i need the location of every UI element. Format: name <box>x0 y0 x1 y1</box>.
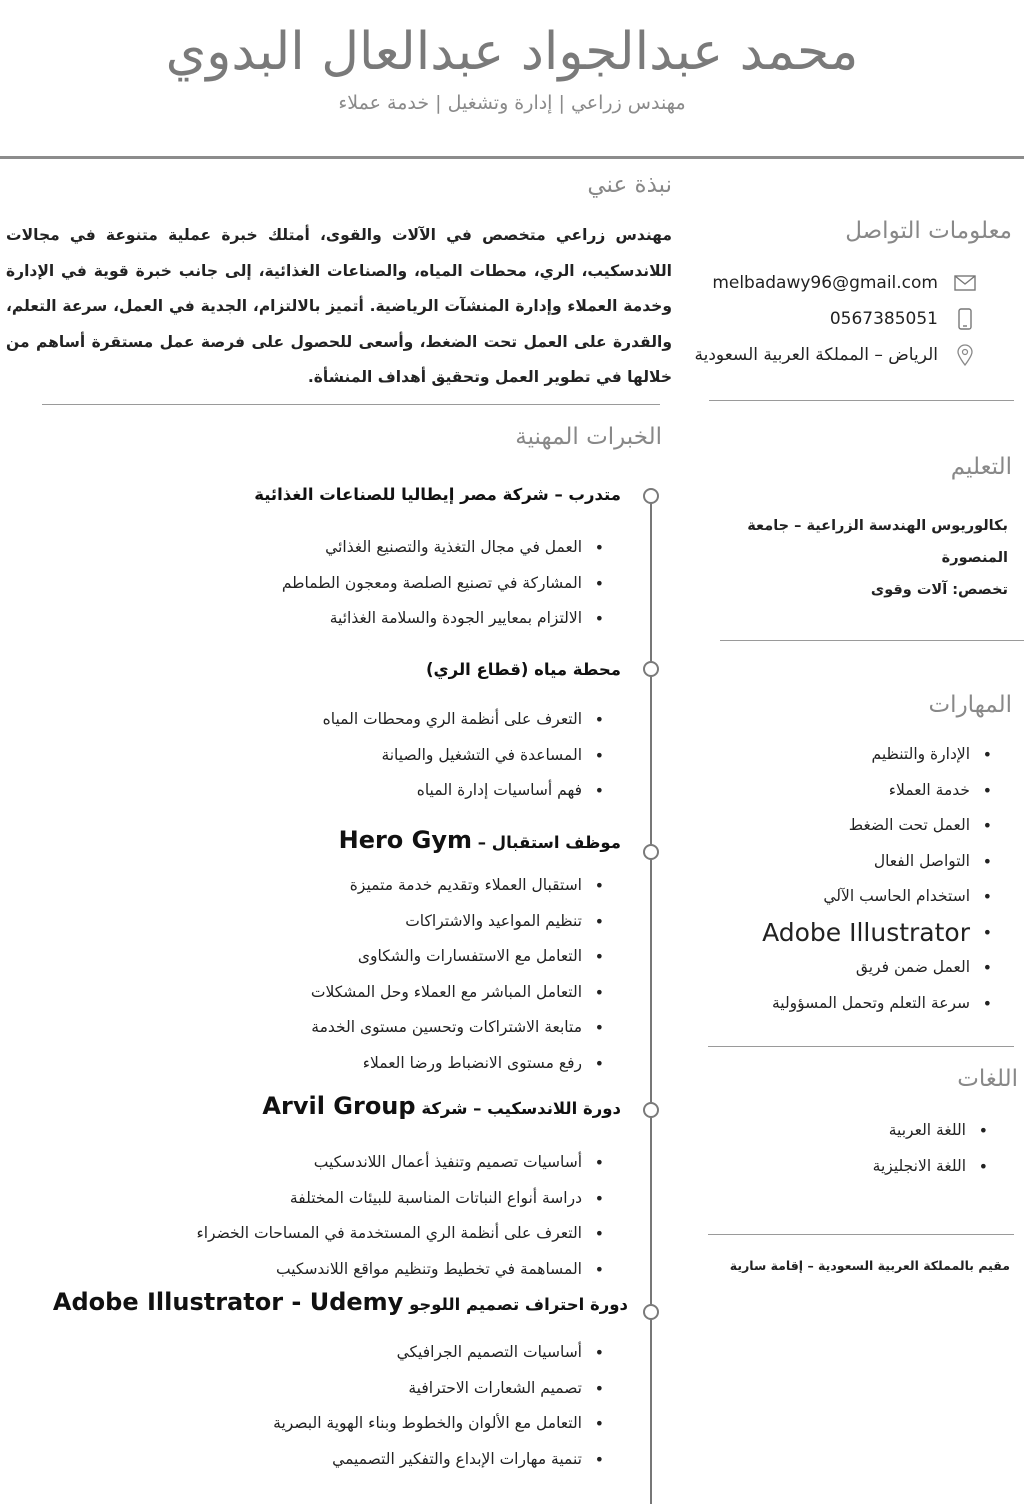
contact-title: معلومات التواصل <box>845 218 1012 244</box>
education-degree: بكالوريوس الهندسة الزراعية – جامعة المنصورة <box>747 518 1008 566</box>
residence-note: مقيم بالمملكة العربية السعودية – إقامة سارية <box>729 1258 1010 1273</box>
skill-item: • سرعة التعلم وتحمل المسؤولية <box>762 986 992 1022</box>
job-bullet: • أساسيات تصميم وتنفيذ أعمال اللاندسكيب <box>196 1145 604 1181</box>
job-title: موظف استقبال – Hero Gym <box>338 826 621 854</box>
job-bullet: • المساهمة في تخطيط وتنظيم مواقع اللاندسكيب <box>196 1252 604 1288</box>
job-bullet: • تصميم الشعارات الاحترافية <box>273 1371 604 1407</box>
contact-phone[interactable]: 0567385051 <box>829 309 938 329</box>
timeline-marker <box>643 488 659 504</box>
job-bullet: • متابعة الاشتراكات وتحسين مستوى الخدمة <box>311 1010 604 1046</box>
skill-item: • خدمة العملاء <box>762 773 992 809</box>
job-bullet: • تنظيم المواعيد والاشتراكات <box>311 904 604 940</box>
job-title: دورة اللاندسكيب – شركة Arvil Group <box>262 1092 621 1120</box>
job-bullets <box>282 530 604 637</box>
contact-location: الرياض – المملكة العربية السعودية <box>694 345 938 365</box>
job-bullets <box>196 1145 604 1287</box>
timeline-line <box>650 496 652 1504</box>
job-bullet: • رفع مستوى الانضباط ورضا العملاء <box>311 1046 604 1082</box>
experience-title: الخبرات المهنية <box>515 424 662 450</box>
job-title-en: Adobe Illustrator - Udemy <box>52 1288 404 1316</box>
languages-divider <box>708 1234 1014 1235</box>
skill-item: • الإدارة والتنظيم <box>762 737 992 773</box>
contact-location-row <box>695 344 976 366</box>
skill-item: • العمل ضمن فريق <box>762 950 992 986</box>
job-bullet: • التعامل المباشر مع العملاء وحل المشكلات <box>311 975 604 1011</box>
job-bullet: • العمل في مجال التغذية والتصنيع الغذائي <box>282 530 604 566</box>
education-divider <box>720 640 1024 641</box>
languages-title: اللغات <box>957 1066 1018 1092</box>
job-bullet: • فهم أساسيات إدارة المياه <box>323 773 604 809</box>
job-bullet: • أساسيات التصميم الجرافيكي <box>273 1335 604 1371</box>
job-title-en: Hero Gym <box>338 826 473 854</box>
job-title: محطة مياه (قطاع الري) <box>426 660 621 679</box>
skills-title: المهارات <box>928 692 1012 718</box>
timeline-marker <box>643 844 659 860</box>
skill-item: • استخدام الحاسب الآلي <box>762 879 992 915</box>
education-title: التعليم <box>950 454 1012 480</box>
resume-name: محمد عبدالجواد عبدالعال البدوي <box>165 22 859 82</box>
job-bullet: • التعرف على أنظمة الري ومحطات المياه <box>323 702 604 738</box>
about-divider <box>42 404 660 405</box>
about-text: مهندس زراعي متخصص في الآلات والقوى، أمتلك خبرة عملية متنوعة في مجالات اللاندسكيب، الري، محطات المياه، والصناعات الغذائية، إلى جانب خبرة قوية في الإدارة وخدمة العملاء وإدارة المنشآت الرياضية. أتميز بالالتزام، الجدية في العمل، سرعة التعلم، والقدرة على العمل تحت الضغط، وأسعى للحصول على فرصة عمل مستقرة أساهم من خلالها في تطوير العمل وتحقيق أهداف المنشأة. <box>6 226 672 386</box>
education-major: تخصص: آلات وقوى <box>870 582 1008 598</box>
job-bullets <box>273 1335 604 1477</box>
skills-list <box>762 737 992 1021</box>
skill-item: • العمل تحت الضغط <box>762 808 992 844</box>
job-bullet: • دراسة أنواع النباتات المناسبة للبيئات المختلفة <box>196 1181 604 1217</box>
job-bullet: • التعامل مع الألوان والخطوط وبناء الهوية البصرية <box>273 1406 604 1442</box>
language-item: • اللغة العربية <box>873 1113 988 1149</box>
location-icon <box>954 344 976 366</box>
skill-item: • التواصل الفعال <box>762 844 992 880</box>
job-bullet: • التعرف على أنظمة الري المستخدمة في المساحات الخضراء <box>196 1216 604 1252</box>
job-bullet: • الالتزام بمعايير الجودة والسلامة الغذائية <box>282 601 604 637</box>
phone-icon <box>954 308 976 330</box>
job-title-en: Arvil Group <box>262 1092 416 1120</box>
contact-phone-row <box>830 308 976 330</box>
contact-email[interactable]: melbadawy96@gmail.com <box>712 273 938 293</box>
language-item: • اللغة الانجليزية <box>873 1149 988 1185</box>
job-bullets <box>323 702 604 809</box>
contact-divider <box>709 400 1014 401</box>
about-title: نبذة عني <box>587 172 672 198</box>
contact-email-row <box>712 272 976 294</box>
job-title: دورة احتراف تصميم اللوجو Adobe Illustrator - Udemy <box>52 1288 628 1316</box>
timeline-marker <box>643 1102 659 1118</box>
languages-list <box>873 1113 988 1184</box>
job-bullet: • التعامل مع الاستفسارات والشكاوى <box>311 939 604 975</box>
job-bullet: • استقبال العملاء وتقديم خدمة متميزة <box>311 868 604 904</box>
job-bullet: • المساعدة في التشغيل والصيانة <box>323 738 604 774</box>
skills-divider <box>708 1046 1014 1047</box>
job-title: متدرب – شركة مصر إيطاليا للصناعات الغذائية <box>254 485 621 504</box>
job-bullets <box>311 868 604 1081</box>
skill-item: • Adobe Illustrator <box>762 915 992 951</box>
job-bullet: • المشاركة في تصنيع الصلصة ومعجون الطماطم <box>282 566 604 602</box>
resume-subtitle: مهندس زراعي | إدارة وتشغيل | خدمة عملاء <box>338 92 686 114</box>
timeline-marker <box>643 1304 659 1320</box>
mail-icon <box>954 272 976 294</box>
timeline-marker <box>643 661 659 677</box>
header-divider <box>0 156 1024 159</box>
job-bullet: • تنمية مهارات الإبداع والتفكير التصميمي <box>273 1442 604 1478</box>
